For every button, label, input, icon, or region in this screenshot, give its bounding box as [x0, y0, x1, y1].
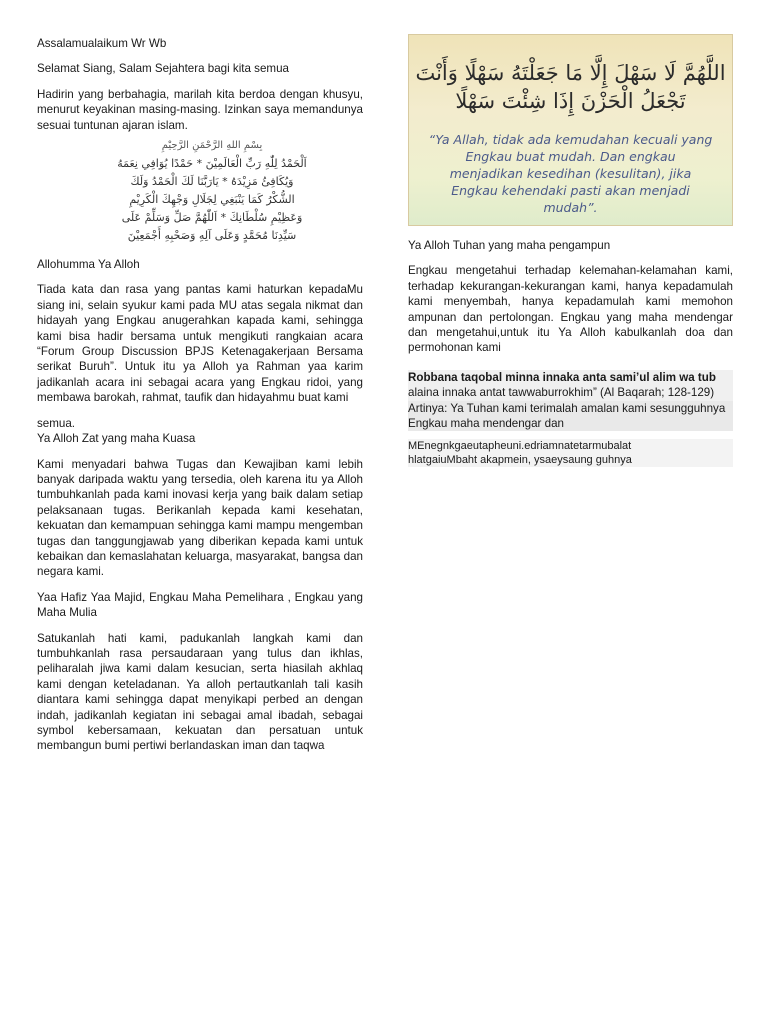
paragraph-tiada-kata: Tiada kata dan rasa yang pantas kami haturkan kepadaMu siang ini, selain syukur kami pada MU atas segala nikmat dan hidayah yang Engkau anugerahkan kapada kami, sehingga kami bisa hadir bersama untuk mengikuti rangkaian acara “Forum Group Discussion BPJS Ketenagakerjaan Bersama serikat Buruh”. Untuk itu ya Alloh ya Rahman yaa karim jadikanlah acara ini sebagai acara yang Engkau ridoi, yang membawa barokah, rahmat, taufik dan hidayahmu buat kami [37, 283, 363, 405]
doa-image-banner [408, 34, 733, 226]
arabic-line: وَيُكَافِئُ مَزِيْدَهُ * يَارَبَّنَا لَكَ الْحَمْدُ وَلَكَ [130, 175, 294, 189]
banner-arabic-line: تَجْعَلُ الْحَزْنَ إِذَا شِئْتَ سَهْلًا [455, 89, 686, 113]
banner-arabic-line: اللَّهُمَّ لَا سَهْلَ إِلَّا مَا جَعَلْتَهُ سَهْلًا وَأَنْتَ [415, 61, 726, 85]
heading-yaa-hafiz: Yaa Hafiz Yaa Majid, Engkau Maha Pemelihara , Engkau yang Maha Mulia [37, 590, 363, 620]
garbled-line: MEnegnkgaeutapheuni.edriamnatetarmubalat [408, 440, 632, 453]
banner-translation: “Ya Allah, tidak ada kemudahan kecuali yang Engkau buat mudah. Dan engkau menjadikan kesedihan (kesulitan), jika Engkau kehendaki pasti akan menjadi mudah”. [428, 132, 713, 215]
paragraph-kami-menyadari: Kami menyadari bahwa Tugas dan Kewajiban kami lebih banyak daripada waktu yang tersedia, oleh karena itu ya Alloh tumbuhkanlah pada kami inovasi kerja yang baik dalam setiap pelaksanaan tugas. Berikanlah kepada kami kesehatan, kekuatan dan kemampuan sehingga kami mampu mengemban tugas dan tanggungjawab yang diberikan kepada kami untuk kebaikan dan kemaslahatan keluarga, masyarakat, bangsa dan negara kami. [37, 457, 363, 579]
paragraph-engkau-mengetahui: Engkau mengetahui terhadap kelemahan-kelamahan kami, terhadap kekurangan-kekurangan kami, hanya kepadamulah kami menyembah, hanya kepadamulah kami memohon ampunan dan pertolongan. Engkau yang maha mendengar dan mengetahui,untuk itu Ya Alloh kabulkanlah doa dan permohonan kami [408, 264, 733, 355]
banner-arabic [409, 35, 732, 115]
heading-allohumma: Allohumma Ya Alloh [37, 258, 140, 272]
left-column [37, 36, 363, 754]
garbled-text-block [408, 439, 733, 467]
arabic-line: الشُّكْرُ كَمَا يَنْبَغِي لِجَلَالِ وَجْهِكَ الْكَرِيْمِ [129, 193, 295, 207]
artinya-translation: Artinya: Ya Tuhan kami terimalah amalan kami sesungguhnya Engkau maha mendengar dan [408, 401, 733, 432]
paragraph-satukanlah: Satukanlah hati kami, padukanlah langkah kami dan tumbuhkanlah rasa persaudaraan yang tulus dan ikhlas, peliharalah jiwa kami dalam kesucian, serta hiasilah akhlaq kami dengan keteladanan. Ya alloh pertautkanlah tali kasih diantara kami sehingga dapat menyikapi perbed an dengan indah, jadikanlah kegiatan ini sebagai amal ibadah, sebagai symbol kebersamaan, kekuatan dan persatuan untuk membangun bumi pertiwi berlandaskan iman dan taqwa [37, 631, 363, 753]
intro-paragraph: Hadirin yang berbahagia, marilah kita berdoa dengan khusyu, menurut keyakinan masing-masing. Izinkan saya memandunya sesuai tuntunan ajaran islam. [37, 87, 363, 132]
arabic-line: اَلْحَمْدُ لِلّٰهِ رَبِّ الْعَالَمِيْنَ * حَمْدًا يُوَافِي نِعَمَهُ [117, 157, 307, 171]
paragraph-end-word: semua. [37, 416, 76, 430]
greeting: Assalamualaikum Wr Wb [37, 37, 167, 50]
arabic-line: سَيِّدِنَا مُحَمَّدٍ وَعَلَى آلِهِ وَصَحْبِهِ أَجْمَعِيْنَ [127, 229, 297, 243]
right-column [408, 34, 733, 467]
salam: Selamat Siang, Salam Sejahtera bagi kita semua [37, 62, 289, 76]
heading-maha-pengampun: Ya Alloh Tuhan yang maha pengampun [408, 239, 611, 252]
arabic-line: بِسْمِ اللهِ الرَّحْمَنِ الرَّحِيْمِ [161, 140, 263, 152]
heading-zat-maha-kuasa: Ya Alloh Zat yang maha Kuasa [37, 432, 196, 446]
arabic-line: وَعَظِيْمِ سُلْطَانِكَ * اَللّٰهُمَّ صَلِّ وَسَلِّمْ عَلَى [121, 211, 303, 225]
garbled-line: hlatgaiuMbaht akapmein, ysaeysaung guhnya [408, 454, 632, 467]
robbana-bold-line: Robbana taqobal minna innaka anta sami’ul alim wa tub [408, 370, 733, 385]
arabic-opening-prayer [62, 137, 362, 245]
robbana-rest: alaina innaka antat tawwaburrokhim” (Al Baqarah; 128-129) [408, 385, 733, 400]
